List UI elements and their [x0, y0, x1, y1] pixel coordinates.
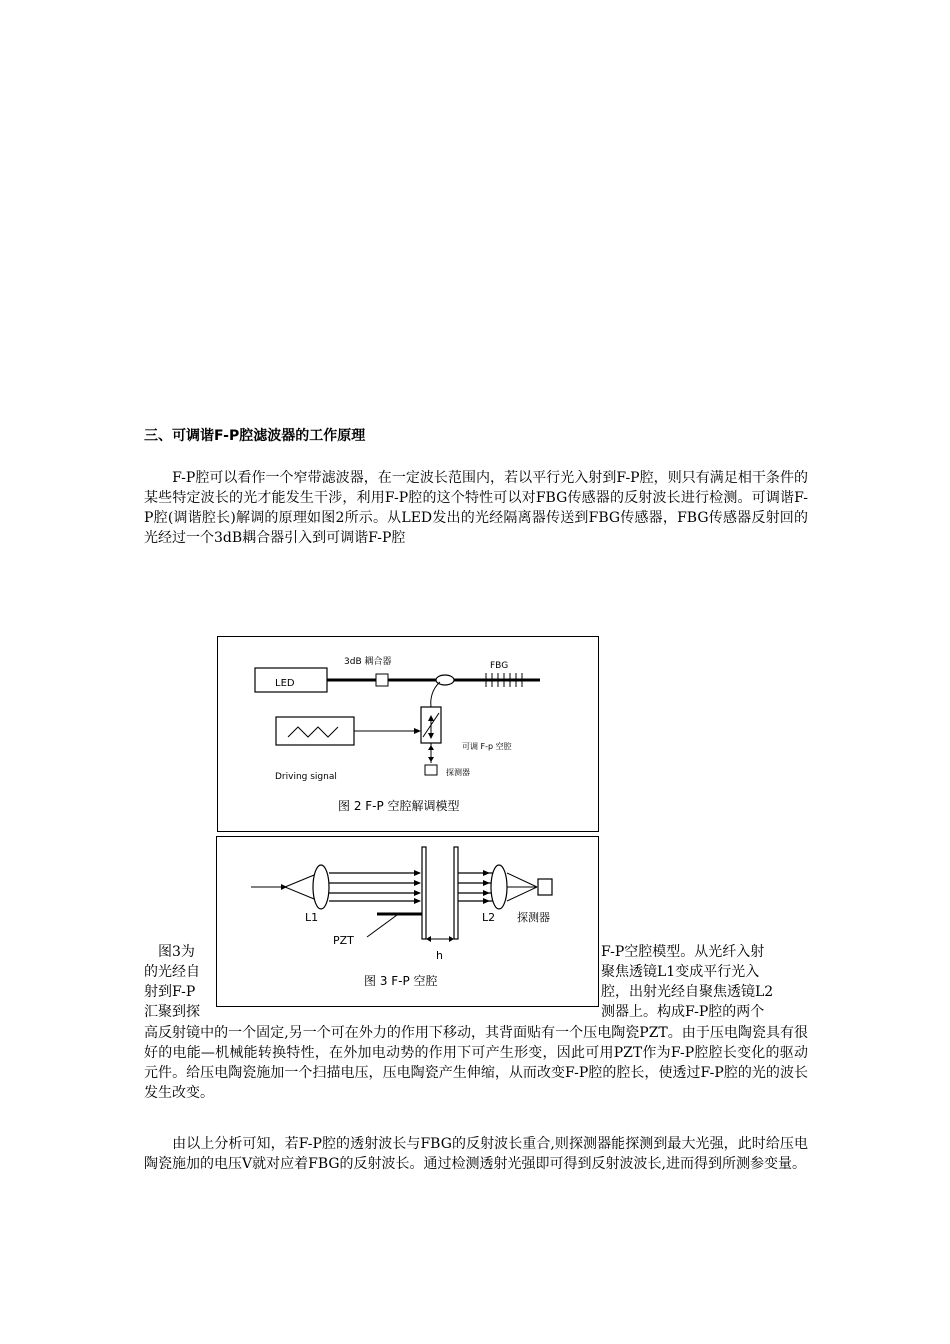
- wrap-line-1-right: F-P空腔模型。从光纤入射: [601, 944, 765, 960]
- led-label: LED: [275, 678, 295, 689]
- detector-arrow-up: [428, 745, 434, 750]
- parallel-beams: [329, 873, 420, 901]
- fbg-label: FBG: [490, 661, 509, 671]
- beam-arrows: [414, 870, 421, 904]
- wrap-line-3-left: 射到F-P: [144, 984, 196, 1000]
- wrap-line-2-right: 聚焦透镜L1变成平行光入: [601, 964, 760, 980]
- driving-label: Driving signal: [275, 772, 337, 782]
- wrap-line-1-left: 图3为: [144, 944, 195, 960]
- output-arrows: [483, 870, 490, 904]
- h-arrow-left: [426, 936, 431, 942]
- wrap-line-4-right: 测器上。构成F-P腔的两个: [601, 1004, 765, 1020]
- driving-signal-box: [276, 717, 354, 745]
- lens-l2-label: L2: [482, 911, 496, 924]
- detector-label: 探测器: [446, 768, 470, 777]
- wrap-line-4-left: 汇聚到探: [144, 1004, 200, 1020]
- lens-l1: [313, 865, 329, 909]
- drive-arrow: [414, 728, 421, 734]
- wrap-line-3-right: 腔，出射光经自聚焦透镜L2: [601, 984, 774, 1000]
- lens-l2: [491, 865, 507, 909]
- detector-label: 探测器: [517, 911, 550, 924]
- h-label: h: [436, 949, 443, 962]
- converge-bottom: [507, 887, 537, 901]
- figure-3-caption: 图 3 F-P 空腔: [364, 974, 438, 988]
- figure-3: [216, 836, 599, 1007]
- section-heading: 三、可调谐F-P腔滤波器的工作原理: [144, 428, 366, 444]
- detector-arrow-down: [428, 757, 434, 762]
- wrap-line-2-left: 的光经自: [144, 964, 200, 980]
- paragraph-intro: F-P腔可以看作一个窄带滤波器，在一定波长范围内，若以平行光入射到F-P腔，则只有满足相干条件的某些特定波长的光才能发生干涉，利用F-P腔的这个特性可以对FBG传感器的反射波长进行检测。可调谐F-P腔(调谐腔长)解调的原理如图2所示。从LED发出的光经隔离器传送到FBG传感器，FBG传感器反射回的光经过一个3dB耦合器引入到可调谐F-P腔: [144, 470, 808, 546]
- coupler-box: [376, 674, 388, 686]
- coupler-branch: [431, 682, 440, 707]
- mirror-right: [454, 847, 458, 939]
- coupler-label: 3dB 耦合器: [344, 657, 392, 667]
- figure-2: [217, 636, 599, 832]
- figure-2-diagram: [218, 637, 598, 831]
- triangle-wave: [288, 727, 338, 737]
- pzt-pointer: [367, 915, 397, 937]
- detector-box: [538, 879, 552, 895]
- detector-box: [425, 765, 437, 775]
- paragraph-conclusion: 由以上分析可知，若F-P腔的透射波长与FBG的反射波长重合,则探测器能探测到最大光强，此时给压电陶瓷施加的电压V就对应着FBG的反射波长。通过检测透射光强即可得到反射波波长,进而得到所测参变量。: [144, 1136, 808, 1172]
- paragraph-pzt: 高反射镜中的一个固定,另一个可在外力的作用下移动，其背面贴有一个压电陶瓷PZT。由于压电陶瓷具有很好的电能—机械能转换特性，在外加电动势的作用下可产生形变，因此可用PZT作为F-P腔腔长变化的驱动元件。给压电陶瓷施加一个扫描电压，压电陶瓷产生伸缩，从而改变F-P腔的腔长，使透过F-P腔的光的波长发生改变。: [144, 1025, 808, 1101]
- h-arrow-right: [449, 936, 454, 942]
- converge-top: [507, 873, 537, 887]
- fp-label: 可调 F-p 空腔: [462, 742, 512, 751]
- lens-l1-label: L1: [305, 911, 319, 924]
- output-beams: [458, 873, 495, 901]
- figure-2-caption: 图 2 F-P 空腔解调模型: [338, 799, 460, 813]
- figure-3-diagram: [217, 837, 598, 1006]
- mirror-left: [422, 847, 426, 939]
- pzt-label: PZT: [333, 934, 354, 947]
